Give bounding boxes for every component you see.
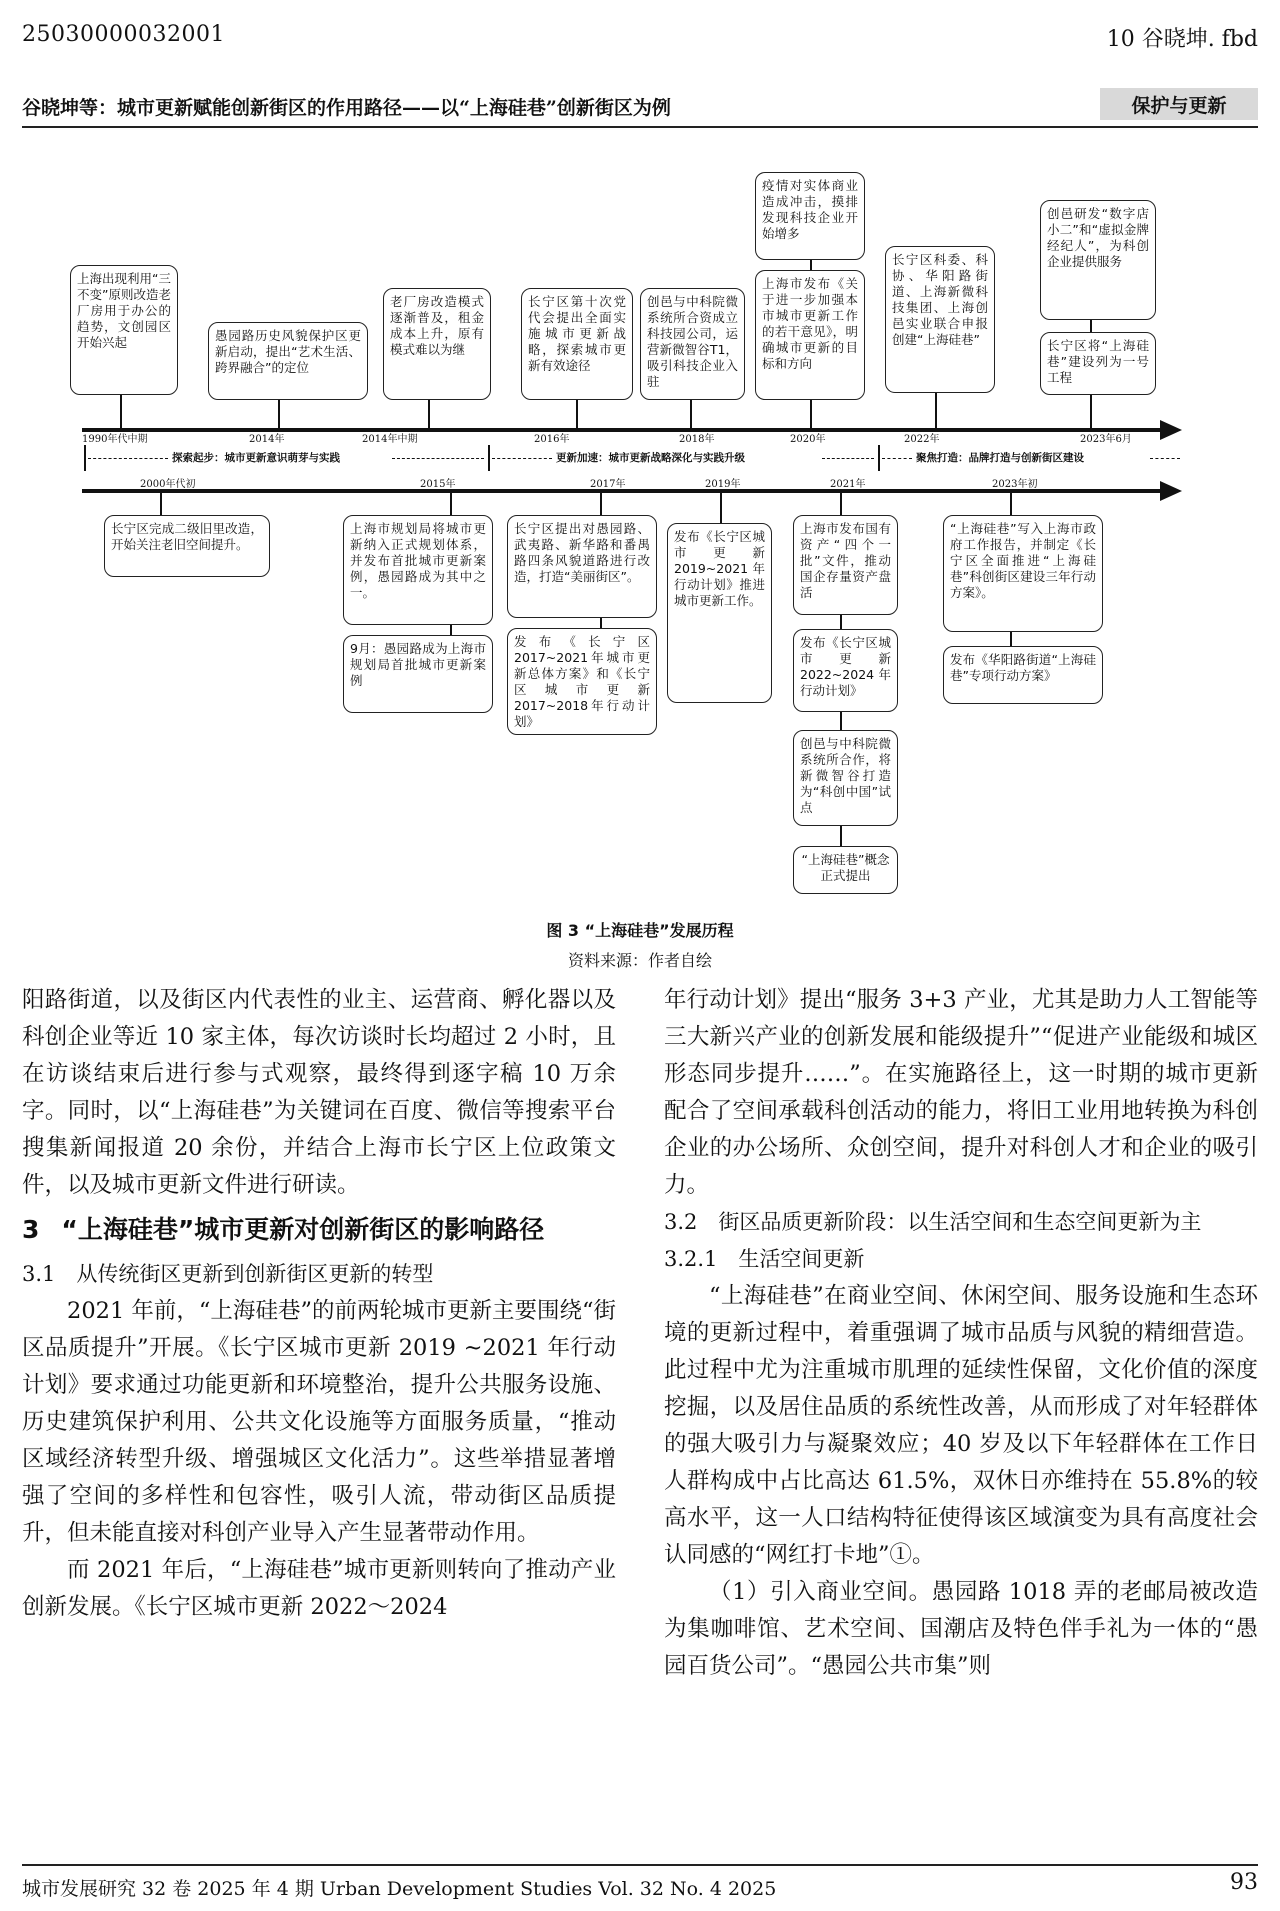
lower-tick-label: 2021年 <box>830 479 866 490</box>
upper-tick-label: 2014年中期 <box>362 434 418 445</box>
left-column <box>22 982 616 1626</box>
event-box-lower: 上海市发布国有资产“四个一批”文件，推动国企存量资产盘活 <box>793 515 898 615</box>
lower-tick-label: 2019年 <box>705 479 741 490</box>
header-rule <box>22 126 1258 128</box>
upper-tick-label: 2023年6月 <box>1080 434 1132 445</box>
section-title: “上海硅巷”城市更新对创新街区的影响路径 <box>61 1215 545 1244</box>
connector <box>1090 395 1092 428</box>
event-box-lower: “上海硅巷”概念正式提出 <box>793 846 898 894</box>
paragraph: “上海硅巷”在商业空间、休闲空间、服务设施和生态环境的更新过程中，着重强调了城市品质与风貌的精细营造。此过程中尤为注重城市肌理的延续性保留，文化价值的深度挖掘，以及居住品质的系统性改善，从而形成了对年轻群体的强大吸引力与凝聚效应；40 岁及以下年轻群体在工作日人群构成中占比高达 61.5%，双休日亦维持在 55.8%的较高水平，这一人口结构特征使得该区域演变为具有高度社会认同感的“网红打卡地”①。 <box>664 1283 1258 1568</box>
page-number: 93 <box>1230 1870 1258 1895</box>
event-box-lower: 上海市规划局将城市更新纳入正式规划体系，并发布首批城市更新案例，愚园路成为其中之一。 <box>343 515 493 625</box>
connector <box>720 493 722 523</box>
event-box-lower: 发布《华阳路街道“上海硅巷”专项行动方案》 <box>943 646 1103 704</box>
file-name: 10 谷晓坤. fbd <box>1106 27 1258 52</box>
connector <box>810 400 812 428</box>
subsection-heading: 3.2 街区品质更新阶段：以生活空间和生态空间更新为主 <box>664 1210 1202 1234</box>
event-box-lower: “上海硅巷”写入上海市政府工作报告，并制定《长宁区全面推进“上海硅巷”科创街区建设三年行动方案》。 <box>943 515 1103 632</box>
document-id: 25030000032001 <box>22 22 225 47</box>
upper-tick-label: 2018年 <box>679 434 715 445</box>
phase-3-label: 聚焦打造：品牌打造与创新街区建设 <box>916 452 1084 464</box>
connector <box>428 400 430 428</box>
connector <box>840 493 842 515</box>
section-heading <box>22 1210 616 1250</box>
connector <box>160 493 162 515</box>
figure-source: 资料来源：作者自绘 <box>567 951 712 970</box>
paragraph: 阳路街道，以及街区内代表性的业主、运营商、孵化器以及科创企业等近 10 家主体，每次访谈时长均超过 2 小时，且在访谈结束后进行参与式观察，最终得到逐字稿 10 万余字。同时，以“上海硅巷”为关键词在百度、微信等搜索平台搜集新闻报道 20 余份，并结合上海市长宁区上位政策文件，以及城市更新文件进行研读。 <box>22 987 616 1198</box>
event-box-lower: 9月：愚园路成为上海市规划局首批城市更新案例 <box>343 635 493 713</box>
connector <box>1010 632 1012 646</box>
journal-footer: 城市发展研究 32 卷 2025 年 4 期 Urban Development Studies Vol. 32 No. 4 2025 <box>22 1878 777 1900</box>
phase-dash <box>822 458 874 459</box>
footer-rule <box>22 1864 1258 1866</box>
section-number: 3 <box>22 1215 40 1244</box>
figure-caption: 图 3 “上海硅巷”发展历程 <box>546 921 734 940</box>
lower-tick-label: 2023年初 <box>992 479 1038 490</box>
phase-divider <box>878 445 880 471</box>
phase-dash <box>492 458 552 459</box>
phase-dash <box>88 458 168 459</box>
event-box-lower: 发布《长宁区2017~2021年城市更新总体方案》和《长宁区城市更新2017~2018年行动计划》 <box>507 628 657 735</box>
upper-axis <box>82 428 1162 432</box>
event-box-upper: 愚园路历史风貌保护区更新启动，提出“艺术生活、跨界融合”的定位 <box>208 322 368 400</box>
lower-tick-label: 2000年代初 <box>140 479 196 490</box>
phase-divider <box>84 445 86 471</box>
event-box-upper: 创邑与中科院微系统所合资成立科技园公司，运营新微智谷T1，吸引科技企业入驻 <box>640 288 745 400</box>
upper-tick-label: 2014年 <box>249 434 285 445</box>
event-box-upper: 上海市发布《关于进一步加强本市城市更新工作的若干意见》，明确城市更新的目标和方向 <box>755 270 865 400</box>
event-box-lower: 长宁区完成二级旧里改造，开始关注老旧空间提升。 <box>104 515 270 577</box>
connector <box>600 493 602 515</box>
event-box-lower: 创邑与中科院微系统所合作，将新微智谷打造为“科创中国”试点 <box>793 730 898 826</box>
event-box-upper: 长宁区第十次党代会提出全面实施城市更新战略，探索城市更新有效途径 <box>521 288 633 400</box>
connector <box>450 625 452 635</box>
phase-divider <box>488 445 490 471</box>
event-box-upper: 疫情对实体商业造成冲击，摸排发现科技企业开始增多 <box>755 172 865 260</box>
event-box-upper: 老厂房改造模式逐渐普及，租金成本上升，原有模式难以为继 <box>383 288 491 400</box>
phase-1-label: 探索起步：城市更新意识萌芽与实践 <box>172 452 340 464</box>
connector <box>120 395 122 428</box>
connector <box>576 400 578 428</box>
right-column <box>664 982 1258 1685</box>
section-tag: 保护与更新 <box>1100 88 1258 120</box>
event-box-lower: 发布《长宁区城市更新2019~2021年行动计划》推进城市更新工作。 <box>667 523 772 703</box>
upper-tick-label: 2020年 <box>790 434 826 445</box>
lower-axis-arrow <box>1160 481 1182 501</box>
connector <box>840 826 842 846</box>
upper-tick-label: 2022年 <box>904 434 940 445</box>
connector <box>1010 493 1012 515</box>
subsubsection-heading: 3.2.1 生活空间更新 <box>664 1247 865 1271</box>
event-box-lower: 发布《长宁区城市更新2022~2024年行动计划》 <box>793 629 898 712</box>
connector <box>600 618 602 628</box>
connector <box>840 615 842 629</box>
event-box-upper: 上海出现利用“三不变”原则改造老厂房用于办公的趋势，文创园区开始兴起 <box>70 265 178 395</box>
connector <box>935 393 937 428</box>
lower-tick-label: 2015年 <box>420 479 456 490</box>
event-box-lower: 长宁区提出对愚园路、武夷路、新华路和番禺路四条风貌道路进行改造，打造“美丽街区”。 <box>507 515 657 618</box>
upper-tick-label: 2016年 <box>534 434 570 445</box>
subsection-heading: 3.1 从传统街区更新到创新街区更新的转型 <box>22 1262 434 1286</box>
paragraph: 年行动计划》提出“服务 3+3 产业，尤其是助力人工智能等三大新兴产业的创新发展和能级提升”“促进产业能级和城区形态同步提升……”。在实施路径上，这一时期的城市更新配合了空间承载科创活动的能力，将旧工业用地转换为科创企业的办公场所、众创空间，提升对科创人才和企业的吸引力。 <box>664 987 1258 1198</box>
paragraph: 而 2021 年后，“上海硅巷”城市更新则转向了推动产业创新发展。《长宁区城市更新 2022～2024 <box>22 1557 616 1620</box>
phase-dash <box>882 458 912 459</box>
connector <box>1090 320 1092 332</box>
upper-tick-label: 1990年代中期 <box>82 434 148 445</box>
paragraph: （1）引入商业空间。愚园路 1018 弄的老邮局被改造为集咖啡馆、艺术空间、国潮店及特色伴手礼为一体的“愚园百货公司”。“愚园公共市集”则 <box>664 1579 1258 1679</box>
upper-axis-arrow <box>1160 420 1182 440</box>
phase-dash <box>1150 458 1180 459</box>
connector <box>450 493 452 515</box>
event-box-upper: 长宁区科委、科协、华阳路街道、上海新微科技集团、上海创邑实业联合申报创建“上海硅巷” <box>885 246 995 393</box>
phase-2-label: 更新加速：城市更新战略深化与实践升级 <box>556 452 745 464</box>
paragraph: 2021 年前，“上海硅巷”的前两轮城市更新主要围绕“街区品质提升”开展。《长宁区城市更新 2019 ~2021 年行动计划》要求通过功能更新和环境整治，提升公共服务设施、历史建筑保护利用、公共文化设施等方面服务质量，“推动区域经济转型升级、增强城区文化活力”。这些举措显著增强了空间的多样性和包容性，吸引人流，带动街区品质提升，但未能直接对科创产业导入产生显著带动作用。 <box>22 1298 616 1546</box>
connector <box>840 712 842 730</box>
connector <box>278 400 280 428</box>
phase-dash <box>392 458 484 459</box>
connector <box>690 400 692 428</box>
event-box-upper: 长宁区将“上海硅巷”建设列为一号工程 <box>1040 332 1156 395</box>
running-title: 谷晓坤等：城市更新赋能创新街区的作用路径——以“上海硅巷”创新街区为例 <box>22 97 671 119</box>
event-box-upper: 创邑研发“数字店小二”和“虚拟金牌经纪人”，为科创企业提供服务 <box>1040 200 1156 320</box>
connector <box>810 260 812 270</box>
lower-tick-label: 2017年 <box>590 479 626 490</box>
